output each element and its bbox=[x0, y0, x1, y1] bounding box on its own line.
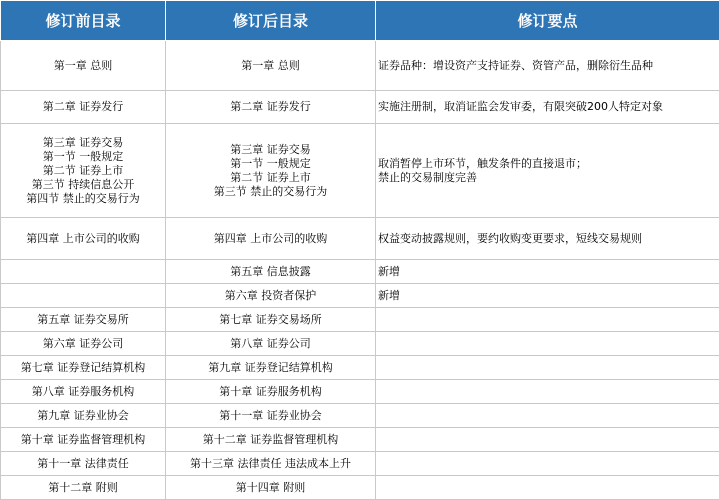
cell-after: 第三章 证券交易 第一节 一般规定 第二节 证券上市 第三节 禁止的交易行为 bbox=[166, 124, 376, 218]
cell-before: 第七章 证券登记结算机构 bbox=[1, 356, 166, 380]
cell-before: 第五章 证券交易所 bbox=[1, 308, 166, 332]
header-row bbox=[1, 1, 719, 41]
header-after: 修订后目录 bbox=[166, 1, 376, 41]
cell-after: 第十二章 证券监督管理机构 bbox=[166, 428, 376, 452]
table-row bbox=[1, 284, 719, 308]
table-row bbox=[1, 91, 719, 124]
cell-after: 第二章 证券发行 bbox=[166, 91, 376, 124]
cell-after: 第六章 投资者保护 bbox=[166, 284, 376, 308]
table-row bbox=[1, 124, 719, 218]
cell-before: 第八章 证券服务机构 bbox=[1, 380, 166, 404]
cell-points: 权益变动披露规则，要约收购变更要求，短线交易规则 bbox=[376, 218, 719, 260]
cell-after: 第七章 证券交易场所 bbox=[166, 308, 376, 332]
cell-points bbox=[376, 476, 719, 500]
cell-after: 第一章 总则 bbox=[166, 41, 376, 91]
cell-points bbox=[376, 404, 719, 428]
table-row bbox=[1, 452, 719, 476]
cell-points: 实施注册制，取消证监会发审委，有限突破200人特定对象 bbox=[376, 91, 719, 124]
cell-after: 第十三章 法律责任 违法成本上升 bbox=[166, 452, 376, 476]
cell-before: 第三章 证券交易 第一节 一般规定 第二节 证券上市 第三节 持续信息公开 第四节 禁止的交易行为 bbox=[1, 124, 166, 218]
cell-after: 第十一章 证券业协会 bbox=[166, 404, 376, 428]
table-row bbox=[1, 332, 719, 356]
cell-points: 新增 bbox=[376, 284, 719, 308]
cell-after: 第四章 上市公司的收购 bbox=[166, 218, 376, 260]
table-row bbox=[1, 308, 719, 332]
header-points: 修订要点 bbox=[376, 1, 719, 41]
cell-points bbox=[376, 452, 719, 476]
cell-after: 第十章 证券服务机构 bbox=[166, 380, 376, 404]
cell-before bbox=[1, 284, 166, 308]
cell-before: 第六章 证券公司 bbox=[1, 332, 166, 356]
cell-before: 第十章 证券监督管理机构 bbox=[1, 428, 166, 452]
table-row bbox=[1, 218, 719, 260]
cell-points: 证券品种：增设资产支持证券、资管产品，删除衍生品种 bbox=[376, 41, 719, 91]
cell-points bbox=[376, 356, 719, 380]
cell-before: 第二章 证券发行 bbox=[1, 91, 166, 124]
cell-after: 第十四章 附则 bbox=[166, 476, 376, 500]
header-before: 修订前目录 bbox=[1, 1, 166, 41]
table-row bbox=[1, 260, 719, 284]
cell-points: 新增 bbox=[376, 260, 719, 284]
cell-points bbox=[376, 332, 719, 356]
cell-before: 第一章 总则 bbox=[1, 41, 166, 91]
table-row bbox=[1, 404, 719, 428]
cell-before: 第十一章 法律责任 bbox=[1, 452, 166, 476]
table-row bbox=[1, 356, 719, 380]
cell-points bbox=[376, 428, 719, 452]
cell-after: 第五章 信息披露 bbox=[166, 260, 376, 284]
cell-before: 第四章 上市公司的收购 bbox=[1, 218, 166, 260]
table-row bbox=[1, 476, 719, 500]
table-row bbox=[1, 380, 719, 404]
cell-after: 第九章 证券登记结算机构 bbox=[166, 356, 376, 380]
table-row bbox=[1, 428, 719, 452]
cell-points bbox=[376, 380, 719, 404]
cell-before: 第九章 证券业协会 bbox=[1, 404, 166, 428]
table-row bbox=[1, 41, 719, 91]
cell-before bbox=[1, 260, 166, 284]
cell-points bbox=[376, 308, 719, 332]
cell-points: 取消暂停上市环节，触发条件的直接退市； 禁止的交易制度完善 bbox=[376, 124, 719, 218]
cell-before: 第十二章 附则 bbox=[1, 476, 166, 500]
cell-after: 第八章 证券公司 bbox=[166, 332, 376, 356]
